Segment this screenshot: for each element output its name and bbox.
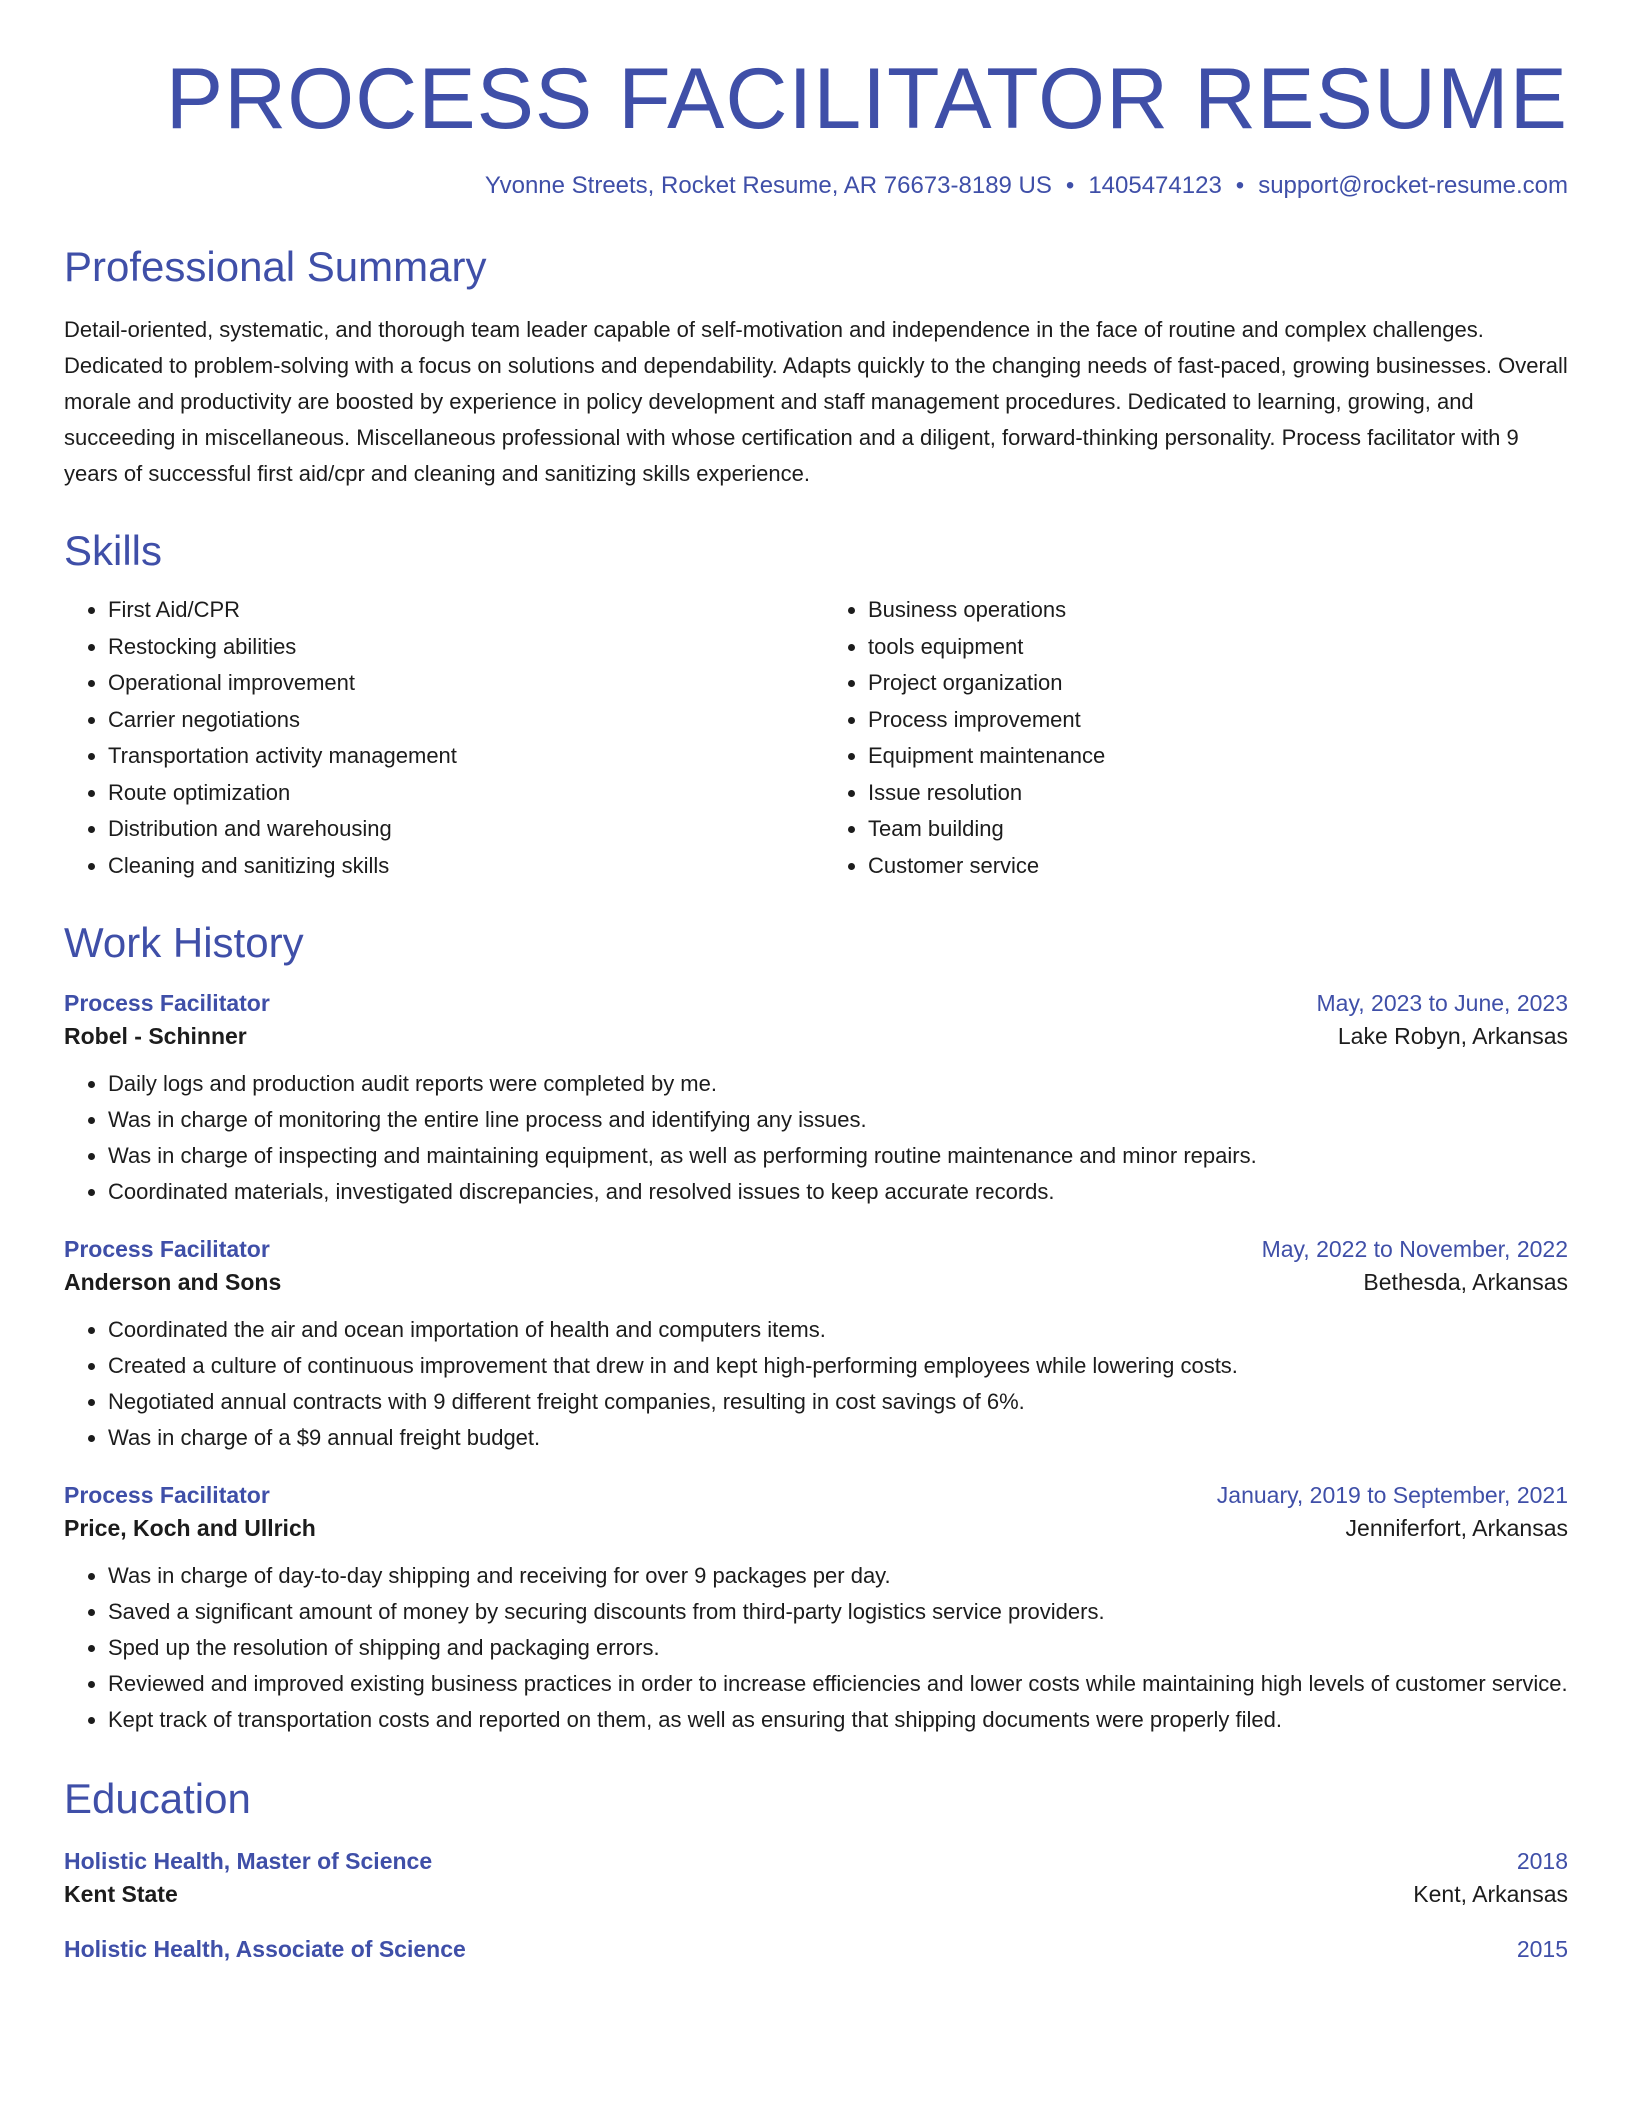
job-entry — [64, 1482, 1568, 1738]
education-school: Kent State — [64, 1881, 178, 1907]
skill-item: • Route optimization — [108, 775, 808, 812]
job-dates: January, 2019 to September, 2021 — [1216, 1482, 1568, 1508]
job-location: Jenniferfort, Arkansas — [1345, 1515, 1568, 1541]
resume-title: PROCESS FACILITATOR RESUME — [165, 51, 1568, 147]
education-degree: Holistic Health, Associate of Science — [64, 1936, 466, 1962]
contact-email: support@rocket-resume.com — [1258, 172, 1568, 199]
job-company: Price, Koch and Ullrich — [64, 1515, 316, 1541]
summary-heading: Professional Summary — [64, 243, 487, 290]
education-entry — [64, 1936, 1568, 1963]
job-location: Bethesda, Arkansas — [1363, 1269, 1568, 1295]
skill-item: • Cleaning and sanitizing skills — [108, 848, 808, 885]
contact-address: Yvonne Streets, Rocket Resume, AR 76673-8189 US — [484, 172, 1052, 199]
job-bullet: • Reviewed and improved existing business practices in order to increase efficiencies and lower costs while maintaining high levels of customer service. — [108, 1666, 1568, 1702]
resume-page — [64, 0, 1568, 1963]
job-bullet: • Negotiated annual contracts with 9 different freight companies, resulting in cost savings of 6%. — [108, 1384, 1568, 1420]
job-title: Process Facilitator — [64, 1236, 270, 1262]
education-degree: Holistic Health, Master of Science — [64, 1848, 433, 1874]
contact-separator: • — [1065, 172, 1075, 199]
job-location: Lake Robyn, Arkansas — [1337, 1023, 1568, 1049]
job-company: Anderson and Sons — [64, 1269, 282, 1295]
skills-list — [64, 592, 1568, 884]
skill-item: • First Aid/CPR — [108, 592, 808, 629]
skill-item: • Team building — [868, 811, 1568, 848]
job-bullet: • Was in charge of a $9 annual freight budget. — [108, 1420, 1568, 1456]
skill-item: • Issue resolution — [868, 775, 1568, 812]
job-entry — [64, 990, 1568, 1210]
skill-item: • Distribution and warehousing — [108, 811, 808, 848]
education-year: 2018 — [1516, 1848, 1568, 1874]
skill-item: • Process improvement — [868, 702, 1568, 739]
job-dates: May, 2022 to November, 2022 — [1261, 1236, 1568, 1262]
education-location: Kent, Arkansas — [1413, 1881, 1568, 1907]
job-bullets — [64, 1558, 1568, 1738]
skill-item: • Transportation activity management — [108, 738, 808, 775]
work-history-heading: Work History — [64, 919, 304, 966]
job-bullets — [64, 1066, 1568, 1210]
skill-item: • Customer service — [868, 848, 1568, 885]
job-entry — [64, 1236, 1568, 1456]
contact-line — [64, 172, 1568, 200]
job-title: Process Facilitator — [64, 1482, 270, 1508]
education-entry — [64, 1848, 1568, 1908]
job-bullet: • Sped up the resolution of shipping and packaging errors. — [108, 1630, 1568, 1666]
skill-item: • Equipment maintenance — [868, 738, 1568, 775]
skill-item: • tools equipment — [868, 629, 1568, 666]
job-bullet: • Was in charge of inspecting and maintaining equipment, as well as performing routine maintenance and minor repairs. — [108, 1138, 1568, 1174]
skill-item: • Business operations — [868, 592, 1568, 629]
education-year: 2015 — [1516, 1936, 1568, 1962]
contact-phone: 1405474123 — [1088, 172, 1222, 199]
skill-item: • Operational improvement — [108, 665, 808, 702]
job-dates: May, 2023 to June, 2023 — [1316, 990, 1568, 1016]
job-bullet: • Created a culture of continuous improvement that drew in and kept high-performing employees while lowering costs. — [108, 1348, 1568, 1384]
skills-heading: Skills — [64, 527, 163, 574]
job-company: Robel - Schinner — [64, 1023, 247, 1049]
skill-item: • Project organization — [868, 665, 1568, 702]
job-bullet: • Was in charge of monitoring the entire line process and identifying any issues. — [108, 1102, 1568, 1138]
job-bullet: • Daily logs and production audit reports were completed by me. — [108, 1066, 1568, 1102]
contact-separator: • — [1235, 172, 1245, 199]
skill-item: • Carrier negotiations — [108, 702, 808, 739]
job-bullet: • Kept track of transportation costs and reported on them, as well as ensuring that shipping documents were properly filed. — [108, 1702, 1568, 1738]
job-bullet: • Coordinated materials, investigated discrepancies, and resolved issues to keep accurate records. — [108, 1174, 1568, 1210]
job-bullet: • Was in charge of day-to-day shipping and receiving for over 9 packages per day. — [108, 1558, 1568, 1594]
job-bullet: • Coordinated the air and ocean importation of health and computers items. — [108, 1312, 1568, 1348]
job-title: Process Facilitator — [64, 990, 270, 1016]
skill-item: • Restocking abilities — [108, 629, 808, 666]
job-bullets — [64, 1312, 1568, 1456]
job-bullet: • Saved a significant amount of money by securing discounts from third-party logistics service providers. — [108, 1594, 1568, 1630]
education-heading: Education — [64, 1775, 251, 1822]
summary-text: Detail-oriented, systematic, and thorough team leader capable of self-motivation and independence in the face of routine and complex challenges. Dedicated to problem-solving with a focus on solutions and dependability. Adapts quickly to the changing needs of fast-paced, growing businesses. Overall morale and productivity are boosted by experience in policy development and staff management procedures. Dedicated to learning, growing, and succeeding in miscellaneous. Miscellaneous professional with whose certification and a diligent, forward-thinking personality. Process facilitator with 9 years of successful first aid/cpr and cleaning and sanitizing skills experience. — [64, 317, 1568, 486]
